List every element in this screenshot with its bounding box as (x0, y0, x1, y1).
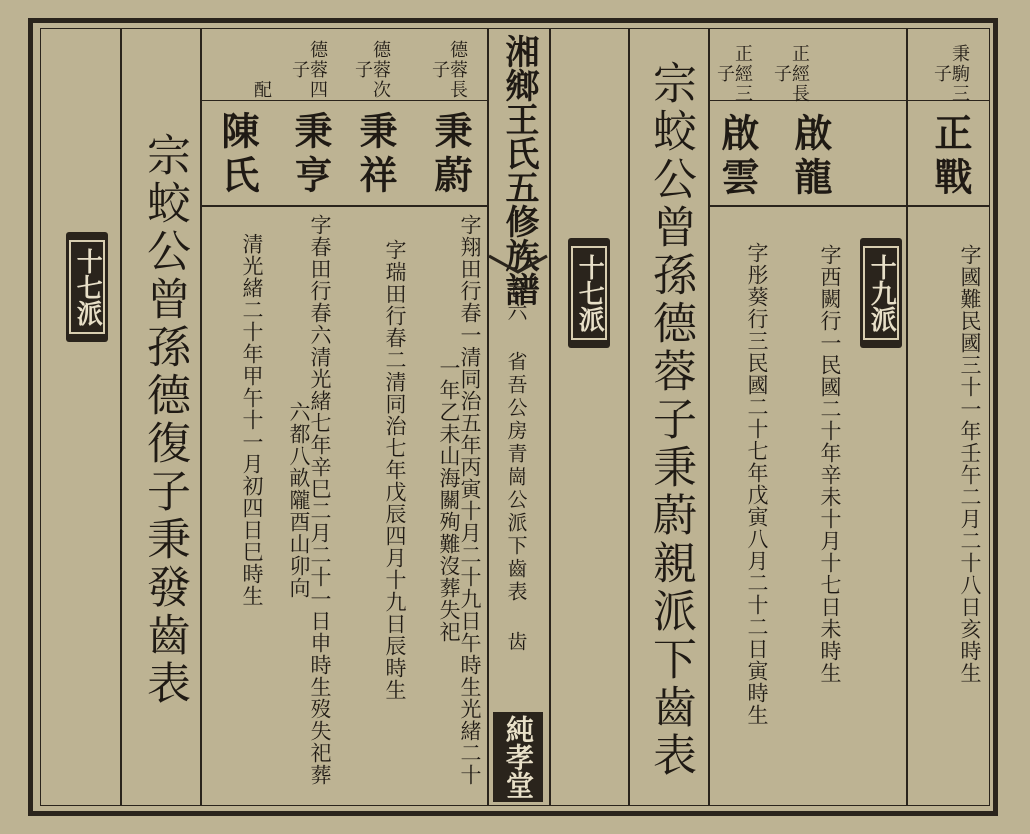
name-right-1: 正戰 (928, 113, 973, 201)
volume-line: 卷六 省吾公房青崗公派下齒表 齿 (504, 278, 528, 654)
name-right-3: 啟雲 (715, 113, 760, 201)
name-left-4: 陳氏 (215, 111, 260, 199)
rule-5 (628, 28, 630, 806)
heading-right: 宗蛟公曾孫德蓉子秉蔚親派下齒表 (645, 60, 696, 780)
heading-left: 宗蛟公曾孫德復子秉發齒表 (139, 132, 190, 708)
book-title: 湘鄉王氏五修族譜 (499, 34, 539, 306)
chevron-divider-icon (487, 254, 549, 276)
detail-left-1: 字翔田行春一清同治五年丙寅十月二十九日午時生光緒二十一年乙未山海關殉難沒葬失祀 (437, 214, 482, 786)
rule-7 (906, 28, 908, 806)
detail-right-2: 字西闕行一民國二十年辛未十月十七日未時生 (818, 244, 842, 684)
generation-badge-right: 十九派 (860, 238, 902, 348)
rule-6 (708, 28, 710, 806)
rule-2 (200, 28, 202, 806)
relation-right-3: 正經三子 (714, 44, 753, 104)
relation-right-1: 秉駒三子 (931, 44, 970, 104)
relation-left-1: 德蓉長子 (429, 40, 468, 100)
name-left-1: 秉蔚 (428, 111, 473, 199)
hall-name: 純孝堂 (493, 712, 543, 802)
rule-3 (487, 28, 489, 806)
name-divider-right (708, 205, 990, 207)
detail-right-3: 字彤葵行三民國二十七年戊寅八月二十二日寅時生 (745, 242, 769, 726)
relation-left-2: 德蓉次子 (352, 40, 391, 100)
detail-left-3: 字春田行春六清光緒七年辛巳二月二十一日申時生歿失祀葬六都八畝隴酉山卯向 (287, 214, 332, 786)
relation-right-2: 正經長子 (771, 44, 810, 104)
relation-left-3: 德蓉四子 (289, 40, 328, 100)
name-left-3: 秉亨 (288, 111, 333, 199)
rule-1 (120, 28, 122, 806)
relation-left-4: 配 (251, 80, 272, 100)
generation-badge-left: 十七派 (66, 232, 108, 342)
rule-4 (549, 28, 551, 806)
name-right-2: 啟龍 (788, 113, 833, 201)
name-left-2: 秉祥 (353, 111, 398, 199)
detail-left-4: 清光緒二十年甲午十一月初四日巳時生 (240, 233, 264, 607)
name-divider-left (200, 205, 487, 207)
generation-badge-right-side: 十七派 (568, 238, 610, 348)
detail-left-2: 字瑞田行春二清同治七年戊辰四月十九日辰時生 (383, 239, 407, 701)
detail-right-1: 字國難民國三十一年壬午二月二十八日亥時生 (958, 244, 982, 684)
